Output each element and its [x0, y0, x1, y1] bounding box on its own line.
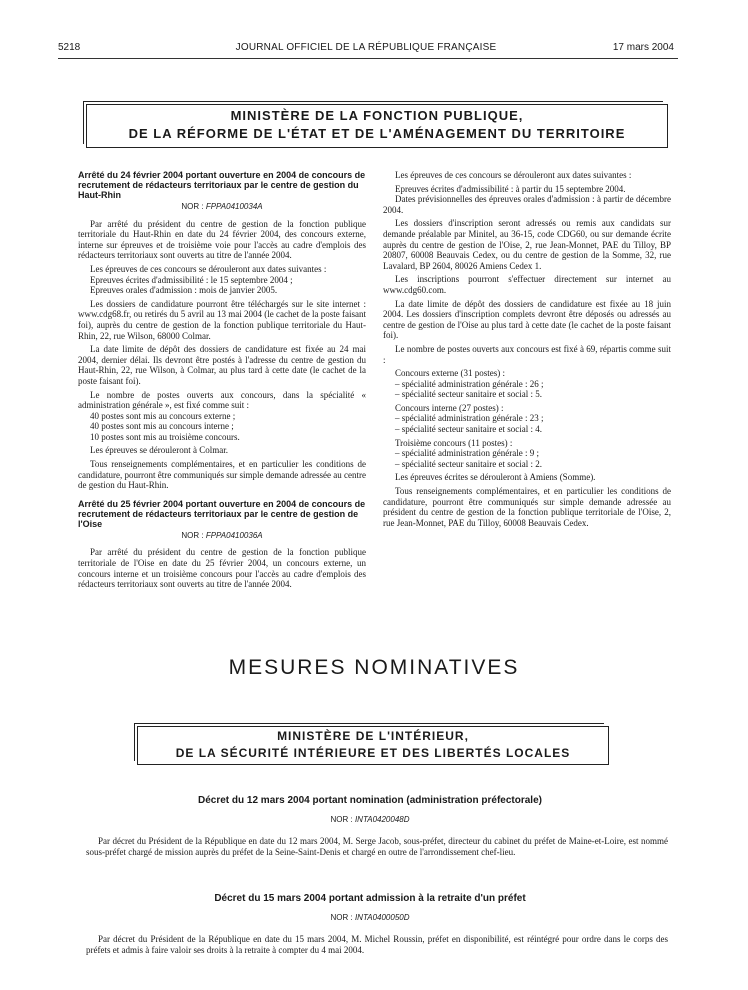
nor-reference: NOR : INTA0420048D: [330, 815, 410, 824]
list-item: – spécialité administration générale : 9 ;: [395, 448, 539, 459]
section-title: MESURES NOMINATIVES: [228, 656, 520, 679]
ministry-title-line2: DE LA RÉFORME DE L'ÉTAT ET DE L'AMÉNAGEMENT DU TERRITOIRE: [128, 126, 626, 141]
paragraph: Le nombre de postes ouverts aux concours est fixé à 69, répartis comme suit :: [383, 343, 671, 365]
nor-code: FPPA0410034A: [205, 202, 263, 211]
arrete-haut-rhin-title: Arrêté du 24 février 2004 portant ouverture en 2004 de concours de recrutement de rédacteurs territoriaux par le centre de gestion du Haut-Rhin: [78, 170, 366, 200]
list-item: – spécialité secteur sanitaire et social : 4.: [395, 424, 542, 435]
nor-code: INTA0420048D: [354, 815, 410, 824]
nor-reference: NOR : FPPA0410036A: [181, 530, 263, 540]
paragraph: 40 postes sont mis au concours externe ;: [90, 410, 236, 421]
ministry-box-fonction-publique: [86, 104, 668, 148]
decret-nomination-body: Par décret du Président de la République en date du 12 mars 2004, M. Serge Jacob, sous-préfet, directeur du cabinet du préfet de Maine-et-Loire, est nommé sous-préfet chargé de mission auprès du préfet de la Seine-Saint-Denis et chargé en outre de l'arrondissement chef-lieu.: [86, 836, 668, 857]
paragraph: La date limite de dépôt des dossiers de candidature est fixée au 24 mai 2004, dernier délai. Ils devront être postés à l'adresse du centre de gestion du Haut-Rhin, 22, rue Wilson, à Colmar, au plus tard à cette date (le cachet de la poste faisant foi).: [78, 344, 366, 386]
right-column: [383, 170, 671, 531]
paragraph: Epreuves écrites d'admissibilité : le 15 septembre 2004 ;: [90, 274, 293, 285]
list-heading: Concours externe (31 postes) :: [395, 368, 505, 379]
paragraph: Les inscriptions pourront s'effectuer directement sur internet au www.cdg60.com.: [383, 274, 671, 295]
paragraph: Les épreuves écrites se dérouleront à Amiens (Somme).: [395, 472, 596, 483]
page-header: [58, 42, 674, 58]
ministry-title-line1: MINISTÈRE DE LA FONCTION PUBLIQUE,: [230, 108, 524, 123]
list-heading: Concours interne (27 postes) :: [395, 402, 504, 413]
paragraph: Les épreuves de ces concours se dérouleront aux dates suivantes :: [395, 170, 632, 180]
nor-reference: NOR : FPPA0410034A: [181, 202, 263, 211]
ministry-title-line1: MINISTÈRE DE L'INTÉRIEUR,: [277, 729, 469, 743]
arrete-oise-title: Arrêté du 25 février 2004 portant ouverture en 2004 de concours de recrutement de rédacteurs territoriaux par le centre de gestion de l'Oise: [78, 498, 366, 529]
header-rule: [58, 58, 678, 59]
paragraph: Les dossiers de candidature pourront être téléchargés sur le site internet : www.cdg68.fr, ou retirés du 5 avril au 13 mai 2004 (le cachet de la poste faisant foi), auprès du centre de gestion de la fonction publique territoriale du Haut-Rhin, 22, rue Wilson, 68000 Colmar.: [78, 298, 366, 341]
decret-nomination-title: Décret du 12 mars 2004 portant nomination (administration préfectorale): [198, 795, 542, 806]
paragraph: Par arrêté du président du centre de gestion de la fonction publique territoriale du Haut-Rhin en date du 24 février 2004, des concours externe, interne sur épreuves et de troisième voie pour l'accès au cadre d'emplois des rédacteurs territoriaux sont ouverts au titre de l'année 2004.: [78, 218, 366, 261]
paragraph: Les épreuves de ces concours se dérouleront aux dates suivantes :: [90, 263, 327, 274]
paragraph: Par arrêté du président du centre de gestion de la fonction publique territoriale de l'Oise en date du 25 février 2004, un concours externe, un concours interne et un troisième concours pour l'accès au cadre d'emplois des rédacteurs territoriaux sont ouverts au titre de l'année 2004.: [78, 547, 366, 590]
paragraph: Tous renseignements complémentaires, et en particulier les conditions de candidature, pourront être communiqués sur simple demande adressée au président du centre de gestion de la fonction publique territoriale de l'Oise, 2, rue Jean-Monnet, PAE du Tilloy, 60008 Beauvais Cedex.: [383, 486, 671, 528]
paragraph: 10 postes sont mis au troisième concours.: [90, 431, 240, 442]
left-column: [78, 170, 366, 593]
list-item: – spécialité secteur sanitaire et social : 5.: [395, 389, 542, 400]
paragraph: Epreuves écrites d'admissibilité : à partir du 15 septembre 2004.: [395, 183, 626, 194]
page-number: 5218: [58, 42, 81, 53]
list-heading: Troisième concours (11 postes) :: [395, 437, 513, 448]
list-item: – spécialité secteur sanitaire et social : 2.: [395, 458, 542, 469]
ministry-title-line2: DE LA SÉCURITÉ INTÉRIEURE ET DES LIBERTÉS LOCALES: [175, 746, 571, 760]
paragraph: Le nombre de postes ouverts aux concours, dans la spécialité « administration générale », est fixé comme suit :: [78, 389, 366, 411]
paragraph: Epreuves orales d'admission : mois de janvier 2005.: [90, 285, 278, 296]
nor-code: FPPA0410036A: [205, 530, 263, 540]
paragraph: Dates prévisionnelles des épreuves orales d'admission : à partir de décembre 2004.: [383, 194, 671, 215]
decret-retraite-title: Décret du 15 mars 2004 portant admission à la retraite d'un préfet: [214, 893, 526, 904]
paragraph: Les épreuves se dérouleront à Colmar.: [90, 445, 228, 456]
paragraph: Les dossiers d'inscription seront adressés ou remis aux candidats sur demande préalable par Minitel, au 36-15, code CDG60, ou sur demande écrite auprès du centre de gestion de l'Oise, 2, rue Jean-Monnet, PAE du Tilloy, BP 20807, 60008 Beauvais Cedex, ou du centre de gestion de la Somme, 32, rue Lavalard, BP 2604, 80026 Amiens Cedex 1.: [383, 218, 671, 271]
paragraph: La date limite de dépôt des dossiers de candidature est fixée au 18 juin 2004. Les dossiers d'inscription complets devront être déposés ou adressés au centre de gestion de l'Oise au plus tard à cette date (le cachet de la poste faisant foi).: [383, 298, 671, 341]
nor-reference: NOR : INTA0400050D: [330, 913, 410, 922]
nor-code: INTA0400050D: [354, 913, 410, 922]
issue-date: 17 mars 2004: [612, 42, 674, 53]
ministry-box-interieur: [137, 726, 609, 765]
list-item: – spécialité administration générale : 26 ;: [395, 378, 544, 389]
paragraph: 40 postes sont mis au concours interne ;: [90, 421, 234, 432]
decret-retraite-body: Par décret du Président de la République en date du 15 mars 2004, M. Michel Roussin, préfet en disponibilité, est réintégré pour ordre dans le corps des préfets et admis à faire valoir ses droits à la retraite à compter du 4 mai 2004.: [86, 934, 668, 955]
paragraph: Tous renseignements complémentaires, et en particulier les conditions de candidature, pourront être communiqués sur simple demande adressée au centre de gestion du Haut-Rhin.: [78, 459, 366, 491]
list-item: – spécialité administration générale : 23 ;: [395, 413, 544, 424]
journal-title: JOURNAL OFFICIEL DE LA RÉPUBLIQUE FRANÇAISE: [235, 42, 497, 53]
